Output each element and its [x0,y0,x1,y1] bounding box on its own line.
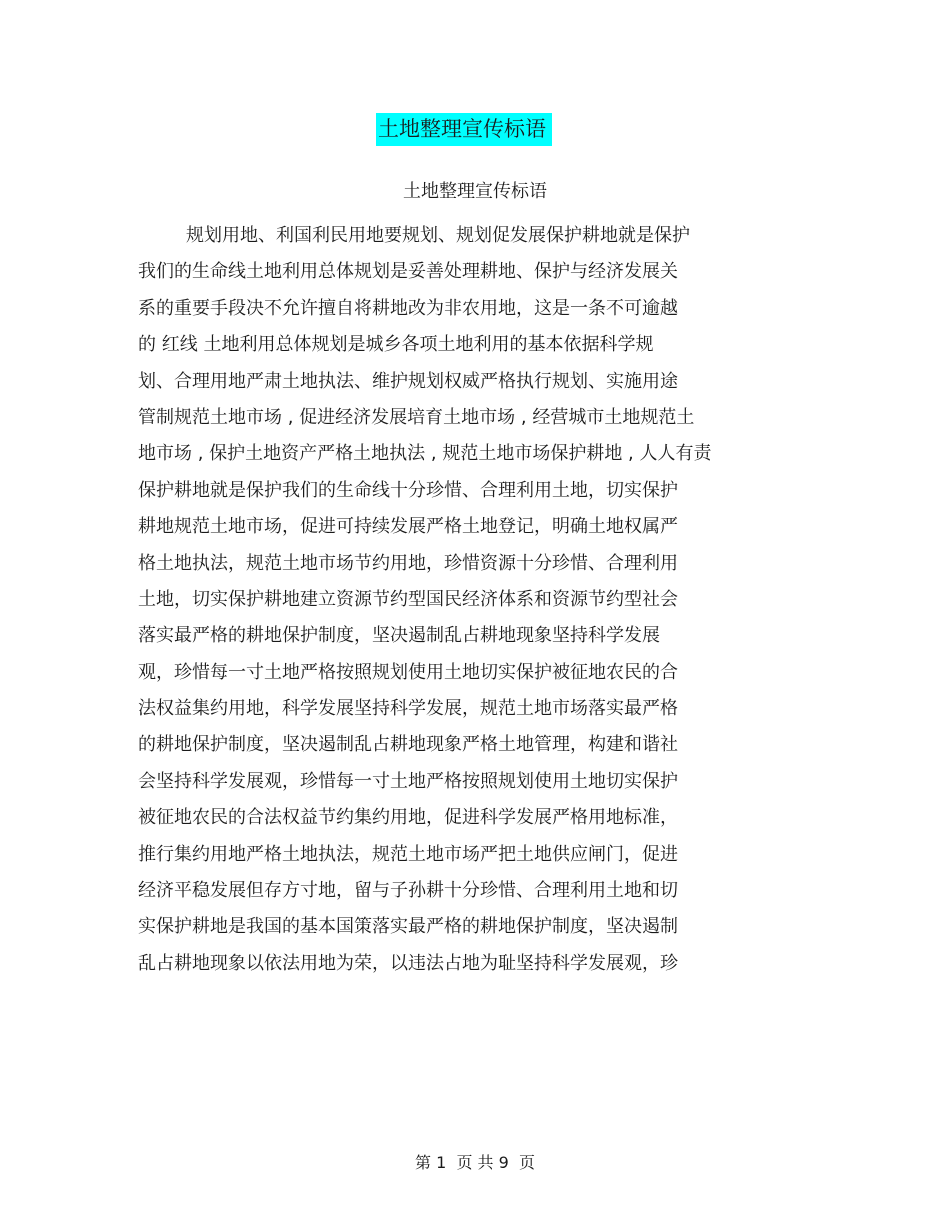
body-line: 规划用地、利国利民用地要规划、规划促发展保护耕地就是保护 [186,225,690,246]
body-line: 系的重要手段决不允许擅自将耕地改为非农用地，这是一条不可逾越 [138,297,678,319]
document-body [138,221,818,985]
body-line: 被征地农民的合法权益节约集约用地，促进科学发展严格用地标准， [138,807,678,829]
body-line: 我们的生命线土地利用总体规划是妥善处理耕地、保护与经济发展关 [138,261,678,283]
body-line: 经济平稳发展但存方寸地，留与子孙耕十分珍惜、合理利用土地和切 [138,880,678,902]
document-title: 土地整理宣传标语 [376,113,552,146]
body-line: 的 红线 土地利用总体规划是城乡各项土地利用的基本依据科学规 [138,334,654,356]
body-line: 推行集约用地严格土地执法，规范土地市场严把土地供应闸门，促进 [138,843,678,865]
body-line: 保护耕地就是保护我们的生命线十分珍惜、合理利用土地，切实保护 [138,479,678,501]
body-line: 乱占耕地现象以依法用地为荣，以违法占地为耻坚持科学发展观，珍 [138,952,678,974]
body-line: 耕地规范土地市场，促进可持续发展严格土地登记，明确土地权属严 [138,516,678,538]
body-line: 的耕地保护制度，坚决遏制乱占耕地现象严格土地管理，构建和谐社 [138,734,678,756]
body-line: 土地，切实保护耕地建立资源节约型国民经济体系和资源节约型社会 [138,588,678,610]
body-line: 地市场 , 保护土地资产严格土地执法 , 规范土地市场保护耕地 , 人人有责 [138,443,712,465]
body-line: 格土地执法，规范土地市场节约用地，珍惜资源十分珍惜、合理利用 [138,552,678,574]
body-line: 落实最严格的耕地保护制度，坚决遏制乱占耕地现象坚持科学发展 [138,625,660,647]
body-line: 法权益集约用地，科学发展坚持科学发展，规范土地市场落实最严格 [138,698,678,720]
page-number-footer: 第 1 页 共 9 页 [415,1153,535,1172]
body-line: 观，珍惜每一寸土地严格按照规划使用土地切实保护被征地农民的合 [138,661,678,683]
body-line: 管制规范土地市场 , 促进经济发展培育土地市场 , 经营城市土地规范土 [138,406,695,428]
document-subtitle: 土地整理宣传标语 [403,181,547,202]
body-line: 实保护耕地是我国的基本国策落实最严格的耕地保护制度，坚决遏制 [138,916,678,938]
body-line: 会坚持科学发展观，珍惜每一寸土地严格按照规划使用土地切实保护 [138,770,678,792]
body-line: 划、合理用地严肃土地执法、维护规划权威严格执行规划、实施用途 [138,370,678,392]
